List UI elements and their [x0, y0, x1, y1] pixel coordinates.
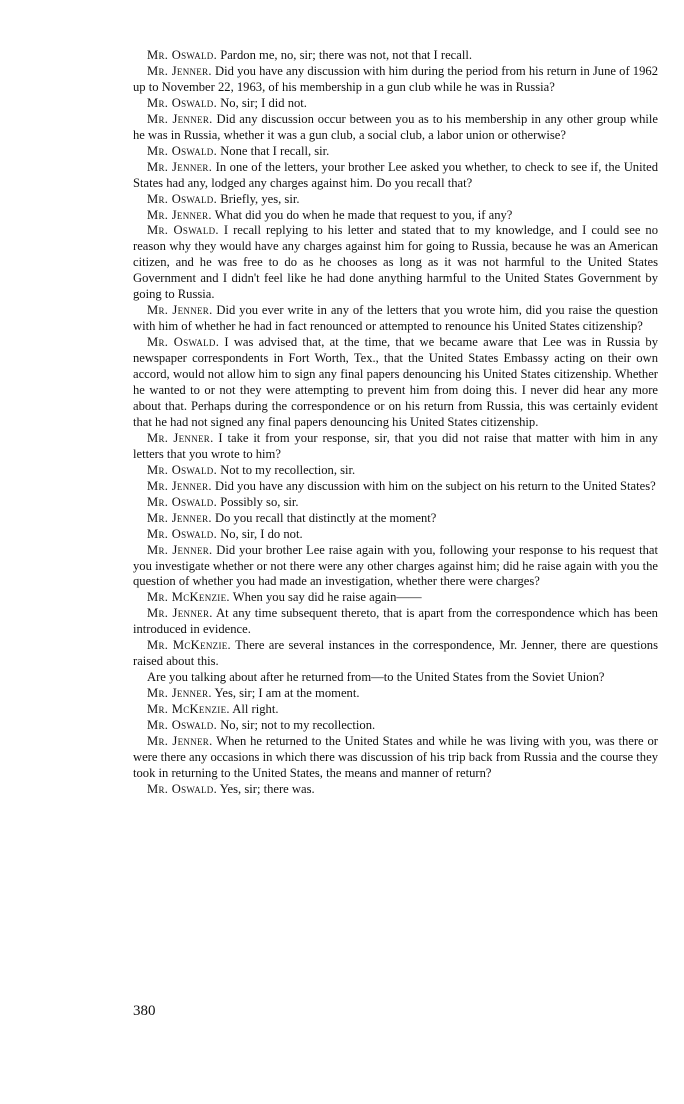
speaker-name: Mr. Oswald. [147, 223, 219, 238]
paragraph-text: Possibly so, sir. [217, 494, 299, 509]
paragraph-text: What did you do when he made that request to you, if any? [211, 207, 513, 222]
paragraph-text: Pardon me, no, sir; there was not, not that I recall. [217, 48, 473, 62]
paragraph [133, 96, 658, 112]
paragraph-text: Did you have any discussion with him during the period from his return in June of 1962 up to November 22, 1963, of his membership in a gun club while he was in Russia? [133, 63, 658, 94]
paragraph [133, 782, 658, 798]
testimony-text [133, 48, 658, 798]
paragraph [133, 686, 658, 702]
paragraph-text: Yes, sir; I am at the moment. [211, 686, 360, 701]
speaker-name: Mr. Oswald. [147, 191, 218, 206]
paragraph [133, 590, 658, 606]
paragraph-text: Are you talking about after he returned from—to the United States from the Soviet Union? [147, 670, 605, 685]
paragraph-text: I take it from your response, sir, that you did not raise that matter with him in any letters that you wrote to him? [133, 430, 658, 461]
paragraph-text: Yes, sir; there was. [217, 781, 315, 796]
paragraph-text: When he returned to the United States and while he was living with you, was there or were there any occasions in which there was discussion of his trip back from Russia and the course they took in returning to the United States, the means and manner of return? [133, 733, 658, 780]
paragraph-text: None that I recall, sir. [217, 143, 330, 158]
paragraph [133, 192, 658, 208]
speaker-name: Mr. Oswald. [147, 335, 220, 350]
paragraph-text: At any time subsequent thereto, that is apart from the correspondence which has been introduced in evidence. [133, 606, 658, 637]
paragraph [133, 702, 658, 718]
paragraph-text: Did any discussion occur between you as to his membership in any other group while he was in Russia, whether it was a gun club, a social club, a labor union or otherwise? [133, 111, 658, 142]
paragraph [133, 734, 658, 782]
paragraph-text: In one of the letters, your brother Lee asked you whether, to check to see if, the United States had any, lodged any charges against him. Do you recall that? [133, 159, 658, 190]
paragraph-text: Not to my recollection, sir. [217, 462, 356, 477]
paragraph-text: All right. [229, 702, 279, 717]
speaker-name: Mr. Oswald. [147, 526, 218, 541]
paragraph [133, 670, 658, 686]
paragraph [133, 479, 658, 495]
paragraph [133, 527, 658, 543]
paragraph [133, 495, 658, 511]
paragraph [133, 511, 658, 527]
paragraph [133, 208, 658, 224]
paragraph-text: I was advised that, at the time, that we became aware that Lee was in Russia by newspaper correspondents in Fort Worth, Tex., that the United States Embassy acting on their own accord, would not allow him to sign any final papers denouncing his United States citizenship. Whether he wanted to or not they were attempting to prevent him from doing this. I never did hear any more about that. Perhaps during the correspondence or on his return from Russia, this was certainly evident that he had not signed any final papers denouncing his United States citizenship. [133, 335, 658, 429]
paragraph-text: Do you recall that distinctly at the moment? [211, 510, 437, 525]
speaker-name: Mr. Jenner. [147, 207, 212, 222]
speaker-name: Mr. Jenner. [147, 733, 213, 748]
speaker-name: Mr. Oswald. [147, 781, 218, 796]
paragraph-text: Did you have any discussion with him on the subject on his return to the United States? [211, 478, 656, 493]
speaker-name: Mr. Jenner. [147, 478, 212, 493]
paragraph-text: Did you ever write in any of the letters that you wrote him, did you raise the question with him of whether he had in fact renounced or attempted to renounce his United States citizenship? [133, 303, 658, 334]
paragraph [133, 48, 658, 64]
speaker-name: Mr. McKenzie. [147, 590, 230, 605]
paragraph [133, 335, 658, 431]
paragraph [133, 112, 658, 144]
paragraph-text: There are several instances in the correspondence, Mr. Jenner, there are questions raised about this. [133, 638, 659, 669]
speaker-name: Mr. Jenner. [147, 510, 212, 525]
speaker-name: Mr. Jenner. [147, 606, 213, 621]
speaker-name: Mr. Oswald. [147, 718, 218, 733]
speaker-name: Mr. McKenzie. [147, 702, 230, 717]
paragraph [133, 160, 658, 192]
paragraph [133, 463, 658, 479]
paragraph [133, 223, 658, 303]
speaker-name: Mr. Oswald. [147, 494, 218, 509]
speaker-name: Mr. Oswald. [147, 462, 218, 477]
speaker-name: Mr. Jenner. [147, 63, 212, 78]
page-number: 380 [133, 1003, 156, 1019]
speaker-name: Mr. Oswald. [147, 95, 218, 110]
paragraph-text: When you say did he raise again—— [229, 590, 422, 605]
paragraph-text: No, sir, I do not. [217, 526, 303, 541]
paragraph [133, 64, 658, 96]
paragraph [133, 606, 658, 638]
paragraph-text: No, sir; I did not. [217, 95, 307, 110]
speaker-name: Mr. McKenzie. [147, 638, 232, 653]
paragraph-text: Did your brother Lee raise again with you, following your response to his request that you investigate whether or not there were any other charges against him; did he raise again with you the question of whether you had made an investigation, whether there were charges? [133, 542, 658, 589]
paragraph [133, 431, 658, 463]
paragraph [133, 543, 658, 591]
paragraph [133, 638, 658, 670]
speaker-name: Mr. Jenner. [147, 159, 213, 174]
speaker-name: Mr. Jenner. [147, 303, 213, 318]
speaker-name: Mr. Oswald. [147, 48, 218, 62]
speaker-name: Mr. Jenner. [147, 430, 214, 445]
paragraph-text: No, sir; not to my recollection. [217, 718, 376, 733]
speaker-name: Mr. Oswald. [147, 143, 218, 158]
speaker-name: Mr. Jenner. [147, 111, 213, 126]
paragraph [133, 303, 658, 335]
paragraph-text: I recall replying to his letter and stated that to my knowledge, and I could see no reason why they would have any charges against him for going to Russia, because he was an American citizen, and he was free to do as he chooses as long as it was not harmful to the United States Government and I didn't feel like he had done anything harmful to the United States Government by going to Russia. [133, 223, 658, 302]
paragraph-text: Briefly, yes, sir. [217, 191, 300, 206]
speaker-name: Mr. Jenner. [147, 686, 212, 701]
speaker-name: Mr. Jenner. [147, 542, 213, 557]
paragraph [133, 144, 658, 160]
paragraph [133, 718, 658, 734]
